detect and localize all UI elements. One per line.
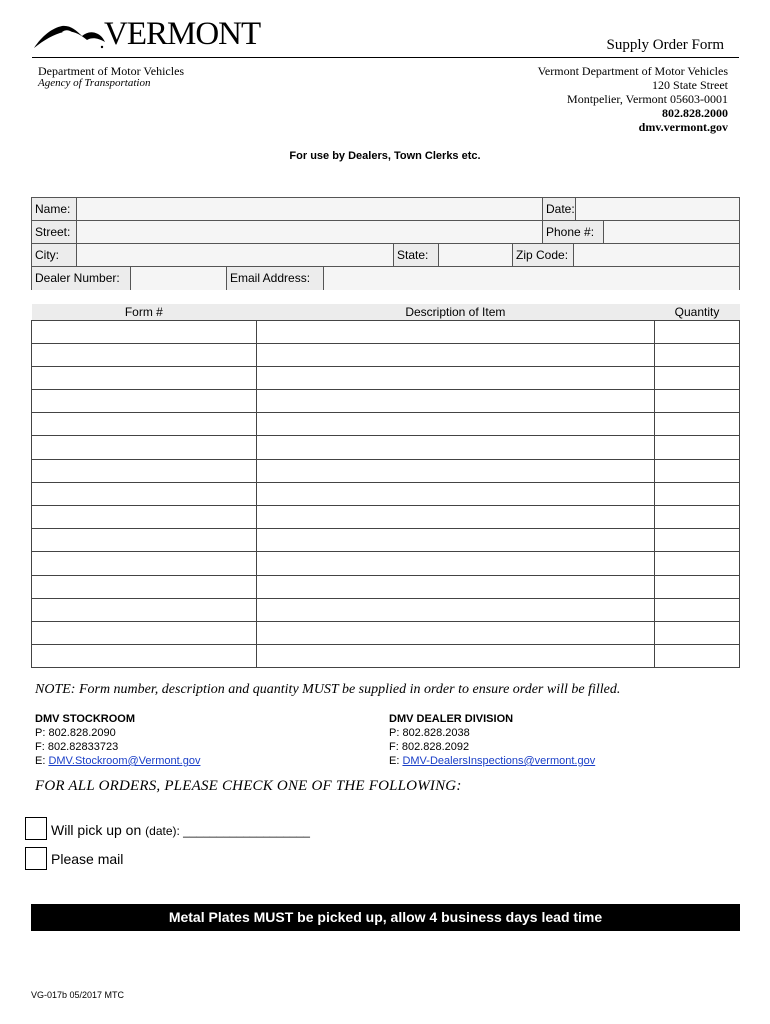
table-row <box>32 529 740 552</box>
dealer-number-label: Dealer Number: <box>32 267 131 290</box>
header-divider <box>32 57 739 58</box>
quantity-cell[interactable] <box>655 529 740 552</box>
dealer-number-input[interactable] <box>131 267 226 290</box>
metal-plates-banner: Metal Plates MUST be picked up, allow 4 business days lead time <box>31 904 740 931</box>
mail-checkbox[interactable] <box>25 847 47 870</box>
form-number-cell[interactable] <box>32 366 257 389</box>
address-website: dmv.vermont.gov <box>638 120 728 134</box>
table-row <box>32 552 740 575</box>
quantity-cell[interactable] <box>655 575 740 598</box>
pickup-label: Will pick up on <box>51 822 142 838</box>
column-header-quantity: Quantity <box>655 304 740 320</box>
quantity-cell[interactable] <box>655 482 740 505</box>
street-field[interactable] <box>77 221 543 243</box>
date-input[interactable] <box>576 198 739 220</box>
form-number-cell[interactable] <box>32 598 257 621</box>
form-number-cell[interactable] <box>32 436 257 459</box>
dealer-number-field[interactable] <box>131 267 227 290</box>
table-row <box>32 366 740 389</box>
quantity-cell[interactable] <box>655 436 740 459</box>
mountain-logo-icon <box>32 18 107 54</box>
quantity-cell[interactable] <box>655 343 740 366</box>
agency-name: Agency of Transportation <box>38 77 151 89</box>
quantity-cell[interactable] <box>655 459 740 482</box>
description-cell[interactable] <box>256 390 654 413</box>
state-input[interactable] <box>439 244 512 266</box>
email-field[interactable] <box>324 267 739 290</box>
table-header-row <box>32 304 740 320</box>
dealer-division-email-line <box>389 754 595 768</box>
form-number-cell[interactable] <box>32 320 257 343</box>
table-row <box>32 459 740 482</box>
form-number-cell[interactable] <box>32 529 257 552</box>
table-row <box>32 598 740 621</box>
stockroom-fax: F: 802.82833723 <box>35 741 119 753</box>
zip-field[interactable] <box>574 244 739 266</box>
address-block <box>538 64 728 134</box>
quantity-cell[interactable] <box>655 390 740 413</box>
address-phone: 802.828.2000 <box>662 106 728 120</box>
table-row <box>32 436 740 459</box>
quantity-cell[interactable] <box>655 413 740 436</box>
form-number-cell[interactable] <box>32 552 257 575</box>
zip-input[interactable] <box>574 244 739 266</box>
description-cell[interactable] <box>256 343 654 366</box>
dealer-division-title: DMV DEALER DIVISION <box>389 713 514 725</box>
stockroom-title: DMV STOCKROOM <box>35 713 136 725</box>
state-field[interactable] <box>439 244 513 266</box>
info-row-dealer <box>32 267 739 290</box>
stockroom-contact <box>35 712 200 768</box>
name-label: Name: <box>32 198 77 220</box>
pickup-date-label: (date): ___________________ <box>145 824 310 838</box>
description-cell[interactable] <box>256 598 654 621</box>
date-field[interactable] <box>576 198 739 220</box>
quantity-cell[interactable] <box>655 366 740 389</box>
quantity-cell[interactable] <box>655 598 740 621</box>
city-field[interactable] <box>77 244 394 266</box>
city-label: City: <box>32 244 77 266</box>
table-row <box>32 482 740 505</box>
form-number-cell[interactable] <box>32 390 257 413</box>
description-cell[interactable] <box>256 482 654 505</box>
table-body <box>32 320 740 668</box>
table-row <box>32 506 740 529</box>
logo-wordmark: VERMONT <box>104 16 261 52</box>
department-name: Department of Motor Vehicles <box>38 64 185 78</box>
description-cell[interactable] <box>256 621 654 644</box>
description-cell[interactable] <box>256 575 654 598</box>
quantity-cell[interactable] <box>655 645 740 668</box>
form-number-cell[interactable] <box>32 575 257 598</box>
phone-label: Phone #: <box>543 221 604 243</box>
form-number-cell[interactable] <box>32 343 257 366</box>
description-cell[interactable] <box>256 413 654 436</box>
dealer-division-contact <box>389 712 595 768</box>
pickup-checkbox[interactable] <box>25 817 47 840</box>
quantity-cell[interactable] <box>655 506 740 529</box>
description-cell[interactable] <box>256 529 654 552</box>
order-options-title: FOR ALL ORDERS, PLEASE CHECK ONE OF THE FOLLOWING: <box>35 778 462 794</box>
email-input[interactable] <box>324 267 739 290</box>
city-input[interactable] <box>77 244 393 266</box>
mail-option-label: Please mail <box>51 851 124 867</box>
form-number-cell[interactable] <box>32 459 257 482</box>
description-cell[interactable] <box>256 366 654 389</box>
table-row <box>32 343 740 366</box>
description-cell[interactable] <box>256 320 654 343</box>
audience-note: For use by Dealers, Town Clerks etc. <box>289 150 481 162</box>
form-number-cell[interactable] <box>32 413 257 436</box>
form-title: Supply Order Form <box>606 37 724 53</box>
table-row <box>32 645 740 668</box>
name-field[interactable] <box>77 198 543 220</box>
street-label: Street: <box>32 221 77 243</box>
quantity-cell[interactable] <box>655 320 740 343</box>
column-header-form-number: Form # <box>32 304 257 320</box>
customer-info-form <box>31 197 740 290</box>
form-number-cell[interactable] <box>32 506 257 529</box>
dealer-email-prefix: E: <box>389 755 403 767</box>
form-number-cell[interactable] <box>32 621 257 644</box>
table-row <box>32 413 740 436</box>
phone-field[interactable] <box>604 221 739 243</box>
form-number-cell[interactable] <box>32 645 257 668</box>
zip-label: Zip Code: <box>513 244 574 266</box>
date-label: Date: <box>543 198 576 220</box>
pickup-option <box>51 822 310 838</box>
quantity-cell[interactable] <box>655 552 740 575</box>
stockroom-phone: P: 802.828.2090 <box>35 727 116 739</box>
description-cell[interactable] <box>256 459 654 482</box>
info-row-city <box>32 244 739 267</box>
description-cell[interactable] <box>256 436 654 459</box>
street-input[interactable] <box>77 221 542 243</box>
table-row <box>32 320 740 343</box>
dealer-division-phone: P: 802.828.2038 <box>389 727 470 739</box>
info-row-name <box>32 198 739 221</box>
stockroom-email-line <box>35 754 200 768</box>
info-row-street <box>32 221 739 244</box>
form-number-cell[interactable] <box>32 482 257 505</box>
email-label: Email Address: <box>227 267 324 290</box>
dealer-division-fax: F: 802.828.2092 <box>389 741 470 753</box>
phone-input[interactable] <box>604 221 739 243</box>
description-cell[interactable] <box>256 552 654 575</box>
address-org: Vermont Department of Motor Vehicles <box>537 64 728 78</box>
quantity-cell[interactable] <box>655 621 740 644</box>
address-city: Montpelier, Vermont 05603-0001 <box>567 92 728 106</box>
dealer-division-email-link[interactable]: DMV-DealersInspections@vermont.gov <box>402 755 596 767</box>
name-input[interactable] <box>77 198 542 220</box>
table-row <box>32 575 740 598</box>
required-fields-note: NOTE: Form number, description and quantity MUST be supplied in order to ensure order will be filled. <box>35 682 621 697</box>
state-label: State: <box>394 244 439 266</box>
stockroom-email-link[interactable]: DMV.Stockroom@Vermont.gov <box>48 755 201 767</box>
stockroom-email-prefix: E: <box>35 755 49 767</box>
table-row <box>32 390 740 413</box>
table-row <box>32 621 740 644</box>
description-cell[interactable] <box>256 506 654 529</box>
address-street: 120 State Street <box>652 78 728 92</box>
description-cell[interactable] <box>256 645 654 668</box>
order-items-table <box>31 304 740 668</box>
column-header-description: Description of Item <box>256 304 654 320</box>
form-code: VG-017b 05/2017 MTC <box>31 990 125 1000</box>
